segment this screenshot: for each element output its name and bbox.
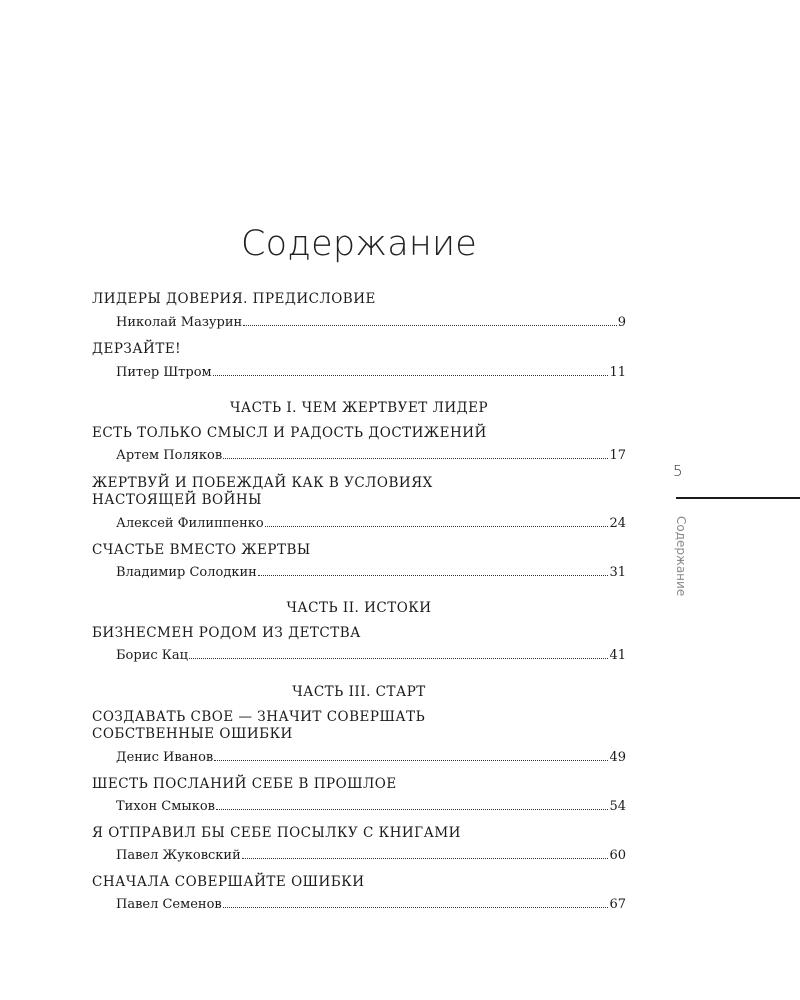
dot-leader (242, 857, 609, 859)
page-number: 31 (609, 565, 626, 580)
toc-entry[interactable] (92, 817, 626, 866)
author-name: Артем Поляков (116, 448, 223, 463)
part-heading: ЧАСТЬ II. ИСТОКИ (286, 600, 432, 616)
chapter-title-line: НАСТОЯЩЕЙ ВОЙНЫ (92, 492, 262, 508)
page-number: 41 (609, 648, 626, 663)
author-name: Алексей Филиппенко (116, 516, 264, 531)
author-name: Тихон Смыков (116, 799, 215, 814)
chapter-title-line: СОЗДАВАТЬ СВОЕ — ЗНАЧИТ СОВЕРШАТЬ (92, 709, 426, 725)
page-number: 24 (609, 516, 626, 531)
author-line (92, 446, 626, 466)
author-name: Денис Иванов (116, 750, 214, 765)
toc-entry[interactable] (92, 333, 626, 383)
author-line (92, 748, 626, 768)
page-title: Содержание (240, 224, 477, 264)
chapter-title-line: СОБСТВЕННЫЕ ОШИБКИ (92, 726, 293, 742)
dot-leader (243, 324, 617, 326)
author-line (92, 563, 626, 583)
part-heading: ЧАСТЬ III. СТАРТ (292, 684, 426, 700)
chapter-title: ЛИДЕРЫ ДОВЕРИЯ. ПРЕДИСЛОВИЕ (92, 291, 376, 307)
page-number: 60 (609, 848, 626, 863)
chapter-title: Я ОТПРАВИЛ БЫ СЕБЕ ПОСЫЛКУ С КНИГАМИ (92, 825, 461, 841)
dot-leader (223, 457, 608, 459)
toc-entry[interactable] (92, 701, 626, 768)
author-line (92, 363, 626, 383)
chapter-title: СНАЧАЛА СОВЕРШАЙТЕ ОШИБКИ (92, 874, 365, 890)
chapter-title: БИЗНЕСМЕН РОДОМ ИЗ ДЕТСТВА (92, 625, 361, 641)
table-of-contents (92, 291, 626, 915)
author-line (92, 797, 626, 817)
chapter-title: СЧАСТЬЕ ВМЕСТО ЖЕРТВЫ (92, 542, 311, 558)
toc-entry[interactable] (92, 466, 626, 534)
toc-entry[interactable] (92, 617, 626, 666)
folio-rule (676, 497, 800, 499)
toc-entry[interactable] (92, 866, 626, 915)
page-number: 17 (609, 448, 626, 463)
page-number: 11 (609, 365, 626, 380)
chapter-title: ШЕСТЬ ПОСЛАНИЙ СЕБЕ В ПРОШЛОЕ (92, 776, 397, 792)
toc-entry[interactable] (92, 768, 626, 817)
author-name: Павел Семенов (116, 897, 222, 912)
author-line (92, 895, 626, 915)
toc-entry[interactable] (92, 534, 626, 583)
author-name: Павел Жуковский (116, 848, 241, 863)
page-number: 9 (617, 315, 626, 330)
dot-leader (223, 906, 609, 908)
folio-page-number: 5 (673, 462, 683, 480)
dot-leader (214, 759, 608, 761)
running-section-label: Содержание (674, 516, 688, 597)
part-heading: ЧАСТЬ I. ЧЕМ ЖЕРТВУЕТ ЛИДЕР (229, 400, 489, 416)
chapter-title: ДЕРЗАЙТЕ! (92, 341, 182, 357)
page-number: 67 (609, 897, 626, 912)
author-line (92, 646, 626, 666)
author-line (92, 846, 626, 866)
toc-entry[interactable] (92, 417, 626, 466)
author-name: Борис Кац (116, 648, 188, 663)
dot-leader (258, 574, 609, 576)
chapter-title-line: ЖЕРТВУЙ И ПОБЕЖДАЙ КАК В УСЛОВИЯХ (92, 475, 433, 491)
dot-leader (213, 374, 609, 376)
page-number: 49 (609, 750, 626, 765)
dot-leader (265, 525, 609, 527)
dot-leader (189, 657, 609, 659)
author-name: Николай Мазурин (116, 315, 243, 330)
toc-entry[interactable] (92, 291, 626, 333)
page-number: 54 (609, 799, 626, 814)
chapter-title: ЕСТЬ ТОЛЬКО СМЫСЛ И РАДОСТЬ ДОСТИЖЕНИЙ (92, 425, 487, 441)
dot-leader (216, 808, 608, 810)
author-line (92, 313, 626, 333)
author-name: Владимир Солодкин (116, 565, 257, 580)
author-line (92, 514, 626, 534)
author-name: Питер Штром (116, 365, 212, 380)
